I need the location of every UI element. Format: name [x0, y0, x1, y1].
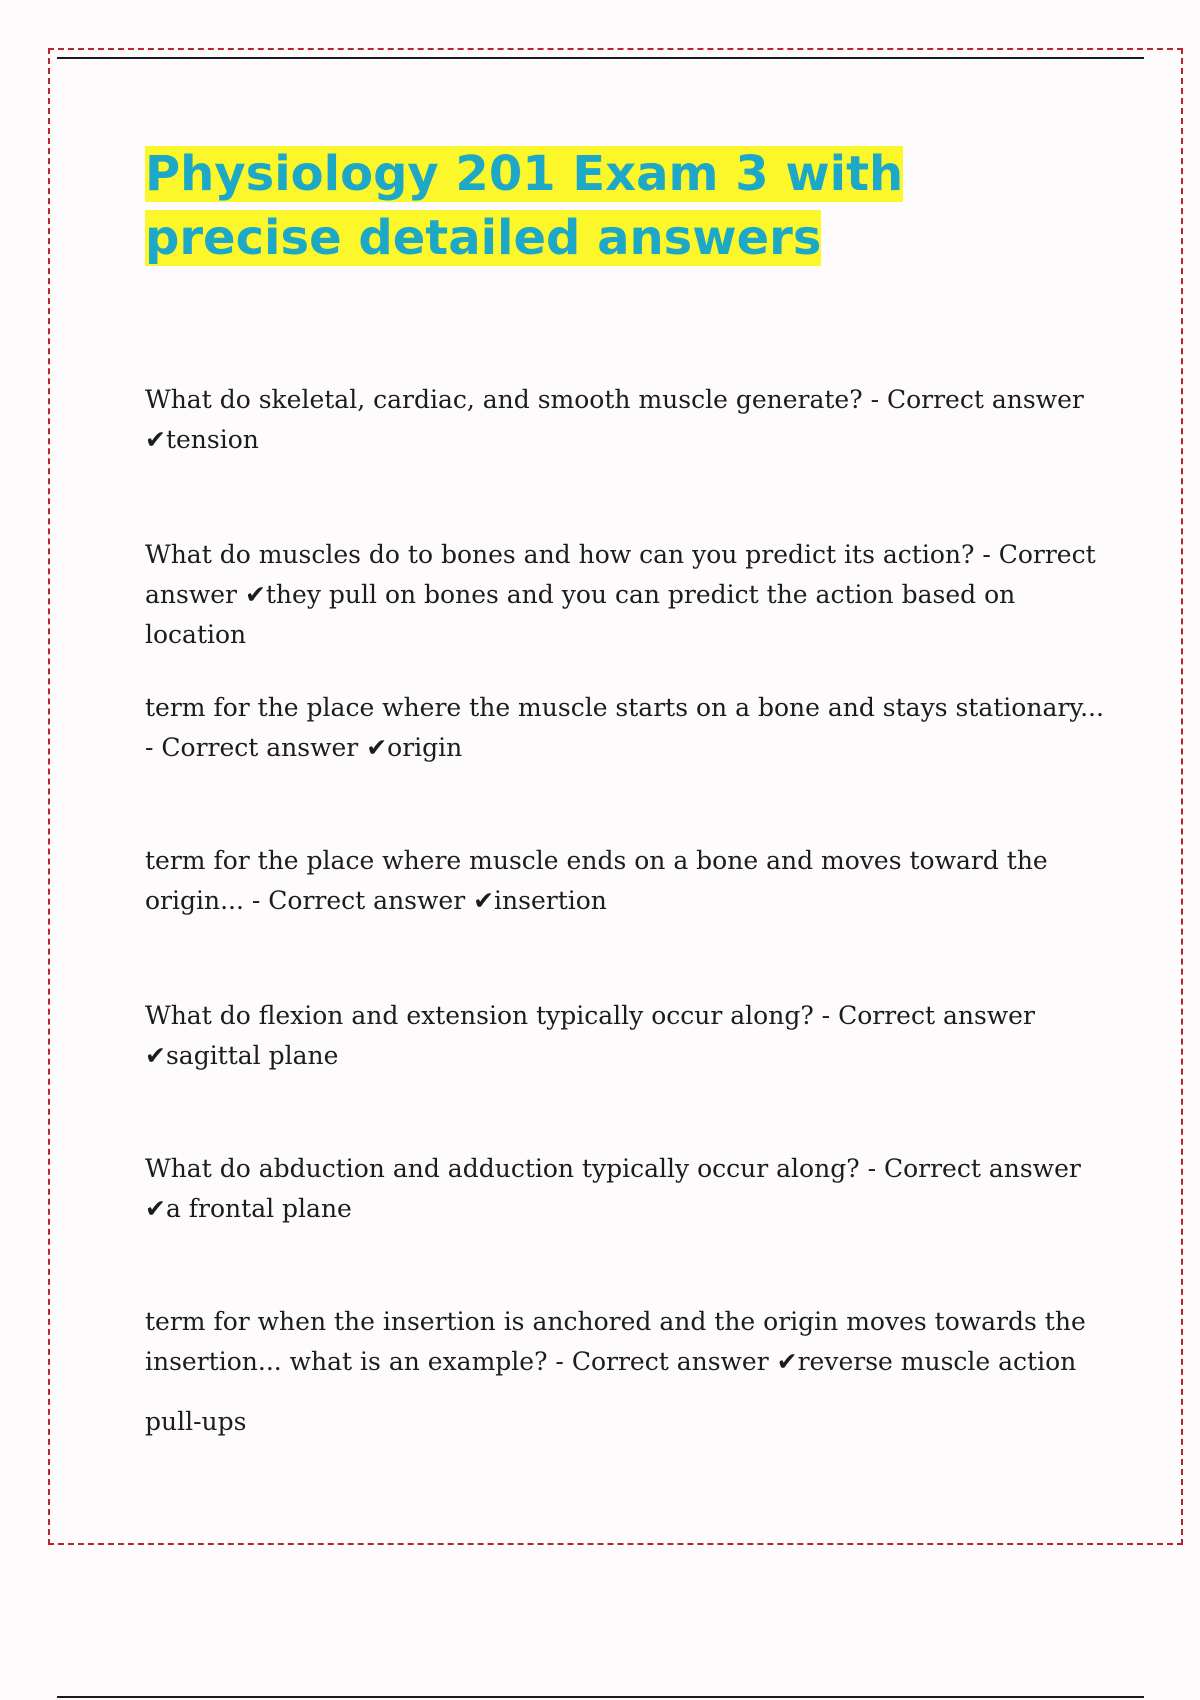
- check-icon: ✔: [244, 580, 266, 609]
- qa-item: term for when the insertion is anchored and the origin moves towards the insertion... what is an example? - Correct answer ✔reverse muscle action: [145, 1307, 1086, 1376]
- qa-item: What do muscles do to bones and how can you predict its action? - Correct answer ✔they pull on bones and you can predict the action based on location: [145, 540, 1096, 649]
- qa-item: What do abduction and adduction typically occur along? - Correct answer ✔a frontal plane: [145, 1154, 1081, 1223]
- check-icon: ✔: [366, 733, 388, 762]
- qa-item: term for the place where muscle ends on a bone and moves toward the origin... - Correct answer ✔insertion: [145, 846, 1048, 915]
- qa-item: What do flexion and extension typically occur along? - Correct answer ✔sagittal plane: [145, 1001, 1035, 1070]
- bottom-rule: [57, 1696, 1144, 1698]
- qa-item: What do skeletal, cardiac, and smooth muscle generate? - Correct answer ✔tension: [145, 385, 1084, 454]
- qa-item: term for the place where the muscle starts on a bone and stays stationary... - Correct answer ✔origin: [145, 693, 1104, 762]
- check-icon: ✔: [145, 425, 166, 454]
- document-title: Physiology 201 Exam 3 with precise detailed answers: [145, 146, 904, 266]
- check-icon: ✔: [145, 1041, 166, 1070]
- check-icon: ✔: [145, 1194, 166, 1223]
- check-icon: ✔: [473, 886, 495, 915]
- check-icon: ✔: [776, 1347, 798, 1376]
- answer-example: pull-ups: [145, 1407, 247, 1436]
